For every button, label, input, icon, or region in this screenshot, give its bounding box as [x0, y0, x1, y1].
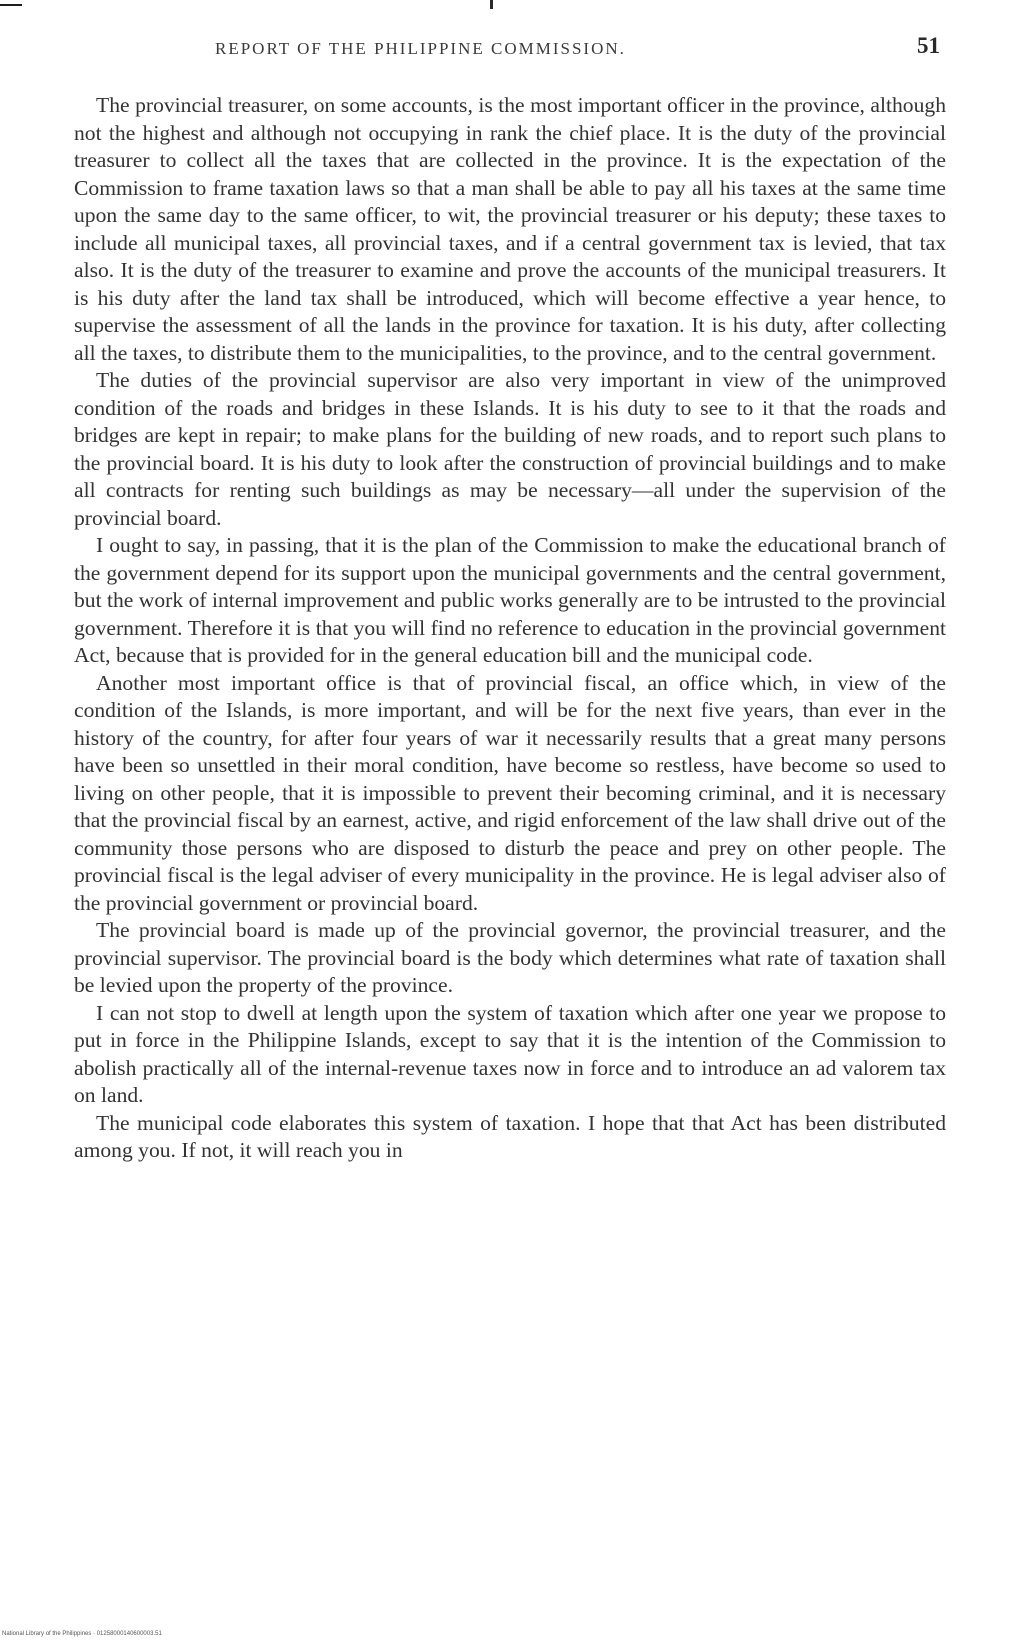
body-text — [74, 92, 946, 1165]
footer-credit: National Library of the Philippines · 01258000140600003.51 — [2, 1631, 162, 1637]
top-tick-mark — [490, 0, 493, 9]
paragraph-provincial-board: The provincial board is made up of the provincial governor, the provincial treasurer, and the provincial supervisor. The provincial board is the body which determines what rate of taxation shall be levied upon the property of the province. — [74, 918, 946, 997]
paragraph-provincial-supervisor: The duties of the provincial supervisor are also very important in view of the unimproved condition of the roads and bridges in these Islands. It is his duty to see to it that the roads and bridges are kept in repair; to make plans for the building of new roads, and to report such plans to the provincial board. It is his duty to look after the construction of provincial buildings and to make all contracts for renting such buildings as may be necessary—all under the supervision of the provincial board. — [74, 368, 946, 530]
paragraph-municipal-code: The municipal code elaborates this system of taxation. I hope that that Act has been distributed among you. If not, it will reach you in — [74, 1110, 946, 1162]
paragraph-provincial-fiscal: Another most important office is that of provincial fiscal, an office which, in view of the condition of the Islands, is more important, and will be for the next five years, than ever in the history of the country, for after four years of war it necessarily results that a great many persons have been so unsettled in their moral condition, have become so restless, have become so used to living on other people, that it is impossible to prevent their becoming criminal, and it is necessary that the provincial fiscal by an earnest, active, and rigid enforcement of the law shall drive out of the community those persons who are disposed to disturb the peace and prey on other people. The provincial fiscal is the legal adviser of every municipality in the province. He is legal adviser also of the provincial government or provincial board. — [74, 670, 946, 915]
paragraph-taxation-system: I can not stop to dwell at length upon the system of taxation which after one year we propose to put in force in the Philippine Islands, except to say that it is the intention of the Commission to abolish practically all of the internal-revenue taxes now in force and to introduce an ad valorem tax on land. — [74, 1000, 946, 1107]
edge-mark — [0, 4, 22, 6]
running-head: REPORT OF THE PHILIPPINE COMMISSION. — [215, 39, 626, 58]
paragraph-educational-branch: I ought to say, in passing, that it is the plan of the Commission to make the educational branch of the government depend for its support upon the municipal governments and the central government, but the work of internal improvement and public works generally are to be intrusted to the provincial government. Therefore it is that you will find no reference to education in the provincial government Act, because that is provided for in the general education bill and the municipal code. — [74, 533, 946, 667]
paragraph-provincial-treasurer: The provincial treasurer, on some accounts, is the most important officer in the province, although not the highest and although not occupying in rank the chief place. It is the duty of the provincial treasurer to collect all the taxes that are collected in the province. It is the expectation of the Commission to frame taxation laws so that a man shall be able to pay all his taxes at the same time upon the same day to the same officer, to wit, the provincial treasurer or his deputy; these taxes to include all municipal taxes, all provincial taxes, and if a central government tax is levied, that tax also. It is the duty of the treasurer to examine and prove the accounts of the municipal treasurers. It is his duty after the land tax shall be introduced, which will become effective a year hence, to supervise the assessment of all the lands in the province for taxation. It is his duty, after collecting all the taxes, to distribute them to the municipalities, to the province, and to the central government. — [74, 93, 946, 365]
page-number: 51 — [917, 33, 940, 58]
